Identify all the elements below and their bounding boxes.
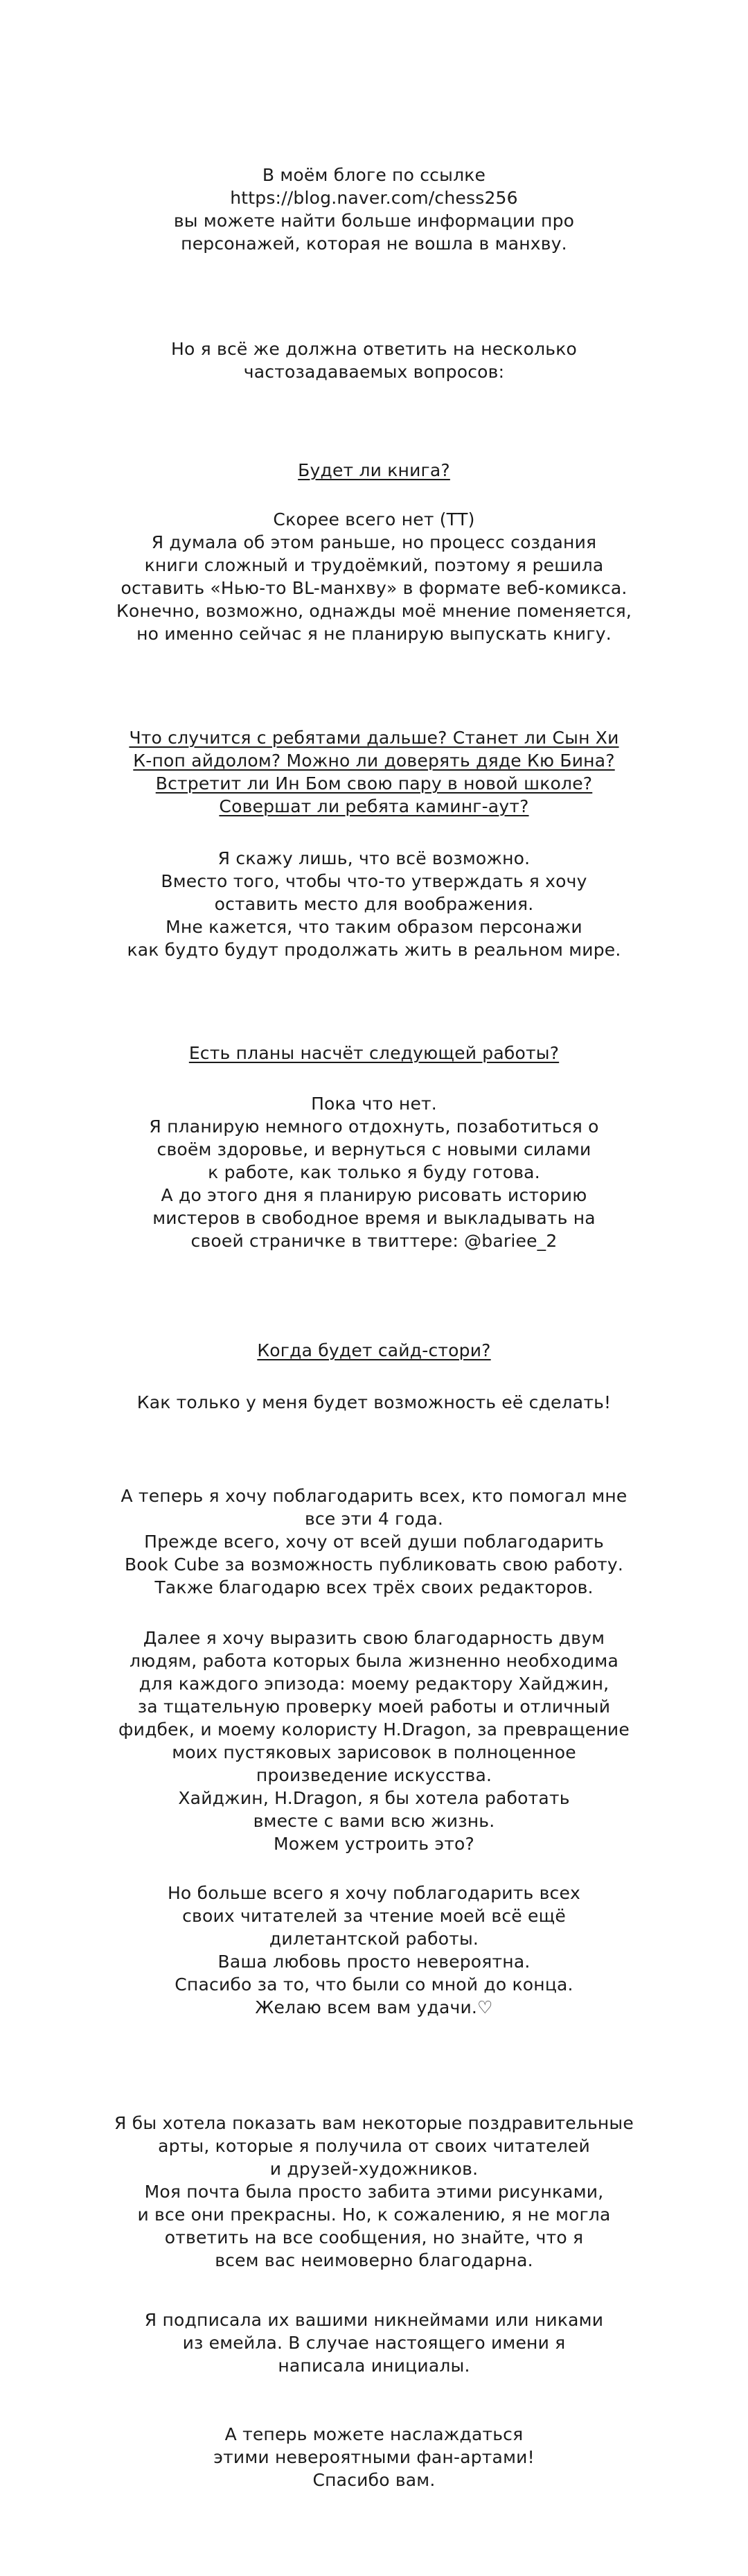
answer-line: книги сложный и трудоёмкий, поэтому я решила [144, 555, 604, 575]
fanart-line: ответить на все сообщения, но знайте, что я [164, 2227, 584, 2248]
thanks-line: произведение искусства. [256, 1765, 492, 1785]
answer-book [97, 508, 651, 645]
thanks-line: своих читателей за чтение моей всё ещё [182, 1906, 566, 1926]
thanks-line: Также благодарю всех трёх своих редакторов. [154, 1577, 594, 1597]
thanks-line: Ваша любовь просто невероятна. [217, 1952, 531, 1972]
fanart-paragraph-2 [97, 2308, 651, 2377]
intro-line: вы можете найти больше информации про [173, 211, 575, 231]
blog-link[interactable]: https://blog.naver.com/chess256 [230, 188, 518, 208]
fanart-line: и друзей-художников. [269, 2159, 479, 2179]
intro-line: В моём блоге по ссылке [262, 165, 486, 185]
thanks-line: вместе с вами всю жизнь. [253, 1811, 495, 1831]
faq-intro-line: Но я всё же должна ответить на несколько [171, 339, 577, 359]
thanks-paragraph-3 [97, 1882, 651, 2019]
thanks-line: Спасибо за то, что были со мной до конца. [175, 1974, 573, 1995]
answer-line: Вместо того, чтобы что-то утверждать я хочу [161, 871, 587, 891]
thanks-line: моих пустяковых зарисовок в полноценное [172, 1742, 576, 1762]
question-book [97, 459, 651, 482]
question-line: Когда будет сайд-стори? [257, 1340, 491, 1360]
fanart-line: из емейла. В случае настоящего имени я [182, 2333, 566, 2353]
thanks-paragraph-1 [97, 1484, 651, 1599]
fanart-paragraph-1 [97, 2112, 651, 2272]
intro-paragraph [97, 164, 651, 255]
fanart-line: Я подписала их вашими никнеймами или никами [144, 2310, 604, 2330]
thanks-line: Но больше всего я хочу поблагодарить всех [167, 1883, 581, 1903]
answer-line: но именно сейчас я не планирую выпускать книгу. [136, 624, 612, 644]
answer-line: Я планирую немного отдохнуть, позаботиться о [149, 1116, 599, 1137]
question-line: Есть планы насчёт следующей работы? [188, 1043, 560, 1063]
thanks-line: для каждого эпизода: моему редактору Хайджин, [139, 1674, 609, 1694]
thanks-line: Прежде всего, хочу от всей души поблагодарить [144, 1532, 604, 1552]
answer-line: оставить место для воображения. [214, 894, 534, 914]
thanks-line: Желаю всем вам удачи.♡ [255, 1997, 493, 2017]
thanks-line: Хайджин, H.Dragon, я бы хотела работать [178, 1788, 570, 1808]
thanks-line: Book Cube за возможность публиковать свою работу. [124, 1554, 624, 1575]
answer-line: как будто будут продолжать жить в реальном мире. [127, 940, 621, 960]
question-line: Что случится с ребятами дальше? Станет ли Сын Хи [129, 728, 619, 748]
thanks-line: дилетантской работы. [269, 1929, 479, 1949]
thanks-line: А теперь я хочу поблагодарить всех, кто помогал мне [121, 1486, 627, 1506]
fanart-line: и все они прекрасны. Но, к сожалению, я не могла [137, 2205, 611, 2225]
closing-paragraph [97, 2423, 651, 2491]
question-side-story [97, 1339, 651, 1362]
thanks-line: людям, работа которых была жизненно необходима [129, 1651, 618, 1671]
answer-line: Я скажу лишь, что всё возможно. [217, 848, 531, 868]
closing-line: Спасибо вам. [312, 2470, 436, 2490]
question-line: Встретит ли Ин Бом свою пару в новой школе? [155, 773, 593, 794]
faq-intro-paragraph [97, 338, 651, 383]
answer-line: к работе, как только я буду готова. [208, 1162, 540, 1182]
thanks-line: фидбек, и моему колористу H.Dragon, за превращение [118, 1719, 630, 1740]
thanks-paragraph-2 [97, 1627, 651, 1855]
fanart-line: написала инициалы. [278, 2356, 470, 2376]
answer-line: Конечно, возможно, однажды моё мнение поменяется, [116, 601, 632, 621]
closing-line: А теперь можете наслаждаться [224, 2424, 524, 2444]
answer-line: Пока что нет. [311, 1094, 437, 1114]
question-line: К-поп айдолом? Можно ли доверять дяде Кю Бина? [133, 751, 615, 771]
thanks-line: за тщательную проверку моей работы и отличный [137, 1697, 611, 1717]
question-future [97, 726, 651, 818]
answer-line: мистеров в свободное время и выкладывать на [152, 1208, 596, 1228]
fanart-line: всем вас неимоверно благодарна. [215, 2250, 533, 2270]
fanart-line: арты, которые я получила от своих читателей [158, 2136, 590, 2156]
answer-line: Я думала об этом раньше, но процесс создания [151, 532, 597, 552]
answer-future [97, 847, 651, 961]
question-line: Будет ли книга? [298, 460, 450, 480]
answer-line: Как только у меня будет возможность её сделать! [136, 1392, 612, 1412]
answer-line: А до этого дня я планирую рисовать историю [161, 1185, 587, 1205]
answer-line: Скорее всего нет (ТТ) [273, 509, 475, 529]
faq-intro-line: частозадаваемых вопросов: [243, 362, 505, 382]
twitter-handle[interactable]: своей страничке в твиттере: @bariee_2 [190, 1231, 558, 1251]
thanks-line: Можем устроить это? [274, 1834, 474, 1854]
thanks-line: Далее я хочу выразить свою благодарность двум [143, 1628, 605, 1648]
answer-line: оставить «Нью-то BL-манхву» в формате веб-комикса. [121, 578, 627, 598]
answer-line: своём здоровье, и вернуться с новыми силами [157, 1139, 591, 1159]
fanart-line: Моя почта была просто забита этими рисунками, [144, 2182, 604, 2202]
fanart-line: Я бы хотела показать вам некоторые поздравительные [114, 2113, 634, 2133]
question-next-work [97, 1042, 651, 1064]
answer-line: Мне кажется, что таким образом персонажи [166, 917, 582, 937]
intro-line: персонажей, которая не вошла в манхву. [181, 234, 567, 254]
closing-line: этими невероятными фан-артами! [213, 2447, 535, 2467]
question-line: Совершат ли ребята каминг-аут? [219, 796, 529, 816]
answer-next-work [97, 1092, 651, 1252]
thanks-line: все эти 4 года. [304, 1509, 444, 1529]
answer-side-story [97, 1391, 651, 1414]
